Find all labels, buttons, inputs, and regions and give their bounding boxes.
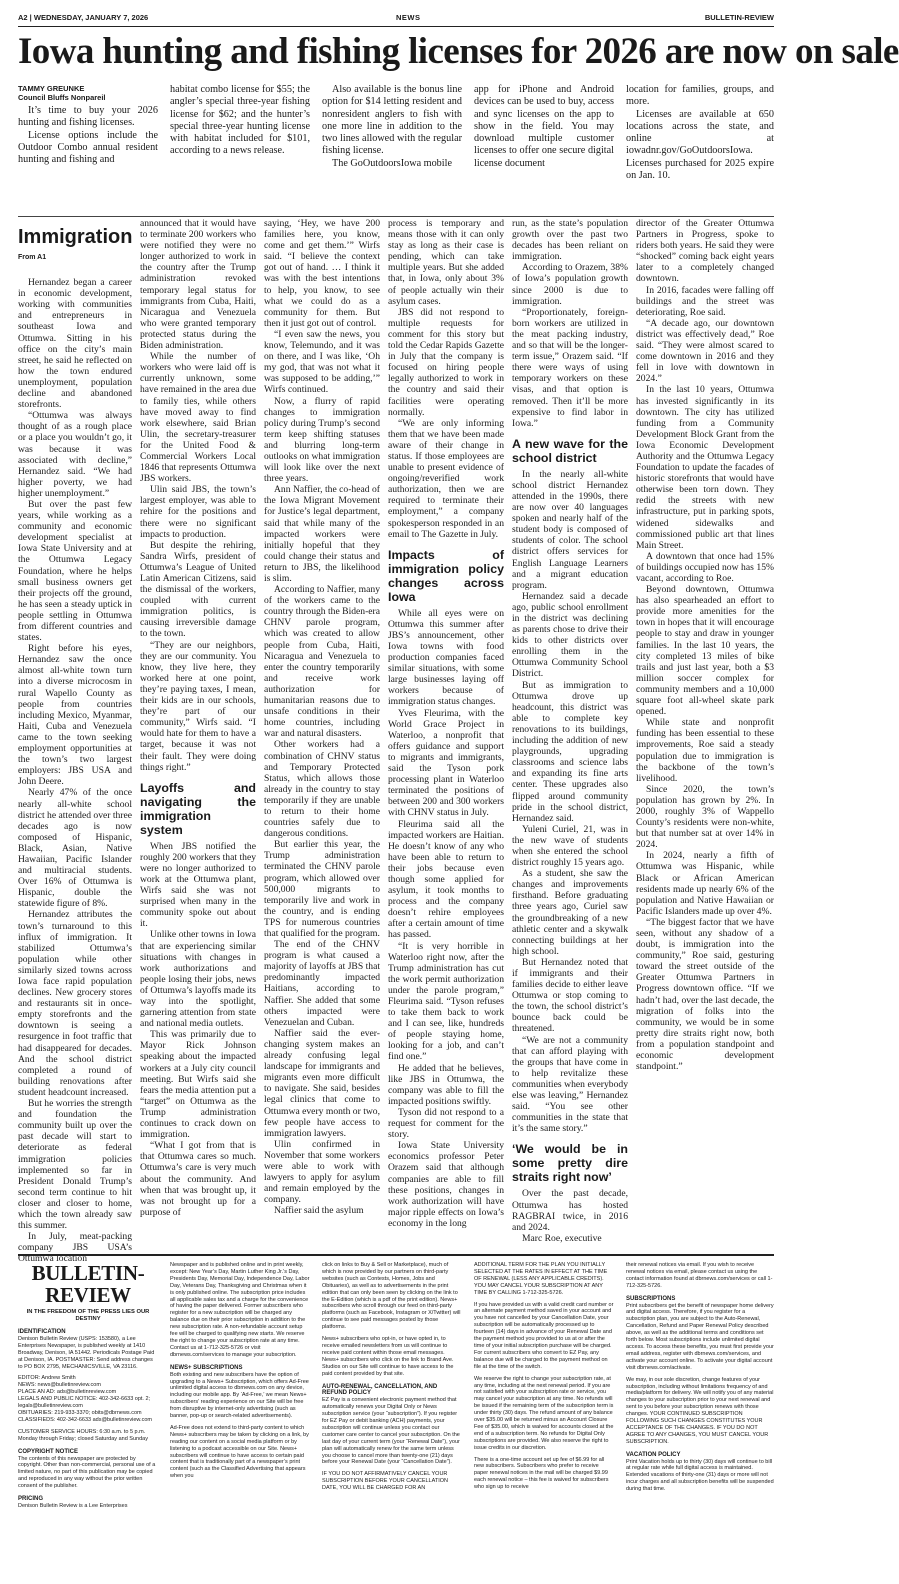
paragraph: License options include the Outdoor Combo annual resident hunting and fishing and (18, 129, 158, 166)
paragraph: We may, in our sole discretion, change features of your subscription, including without limitations frequency of and media/platform for delivery. We will notify you of any material changes to your subscription prior to your next renewal and sent to you before your subscription renews with those changes. YOUR CONTINUED SUBSCRIPTION FOLLOWING SUCH CHANGES CONSTITUTES YOUR ACCEPTANCE OF THE CHANGES. IF YOU DO NOT AGREE TO ANY CHANGES, YOU MUST CANCEL YOUR SUBSCRIPTION. (626, 1376, 774, 1445)
paragraph: This was primarily due to Mayor Rick Johnson speaking about the impacted workers at a July city council meeting. But Wirfs said she fears the media attention put a “target” on Ottumwa as the Trump administration continues to crack down on immigration. (140, 1029, 256, 1141)
paragraph: “The biggest factor that we have seen, without any shadow of a doubt, is immigration into the community,” Roe said, gesturing toward the street outside of the Greater Ottumwa Partners in Progress downtown office. “If we hadn’t had, over the last decade, the migration of folks into the community, we would be in some pretty dire straits right now, both from a population standpoint and economic development standpoint.” (636, 916, 774, 1073)
section-heading: PRICING (18, 1496, 44, 1503)
section-heading: NEWS+ SUBSCRIPTIONS (170, 1364, 243, 1371)
paragraph: Naffier said the ever-changing system makes an already confusing legal landscape for immigrants and migrants even more difficult to navigate. She said, besides legal clinics that come to Ottumwa every month or two, few people have access to immigration lawyers. (264, 1027, 380, 1139)
paragraph: When JBS notified the roughly 200 workers that they were no longer authorized to work at the Ottumwa plant, Wirfs said she was not surprised when many in the community spoke out about it. (140, 840, 256, 930)
section-heading: COPYRIGHT NOTICE (18, 1448, 79, 1455)
paragraph: location for families, groups, and more. (626, 84, 774, 108)
paragraph: “It is very horrible in Waterloo right now, after the Trump administration has cut the work permit authorization under the parole program,” Fleurima said. “Tyson refuses to take them back to work and I can see, like, hundreds of people staying home, looking for a job, and can’t find one.” (388, 940, 504, 1063)
footer-masthead (18, 1254, 774, 1574)
paragraph: Over the past decade, Ottumwa has hosted RAGBRAI twice, in 2016 and 2024. (512, 1188, 628, 1233)
paragraph: We reserve the right to change your subscription rate, at any time, including at the next renewal period. If you are not satisfied with your subscription rate or service, you may cancel your subscription at any time. No refunds will be issued if the remaining term of the subscription term is under thirty (30) days. The refund amount of any balance over $35.00 will be returned minus an Account Closure Fee of $35.00, which is waived for accounts closed at the end of a subscription term. No refunds for Digital Only subscriptions are provided. We also reserve the right to issue credits in our discretion. (474, 1375, 614, 1451)
masthead-logo: BULLETIN-REVIEW (31, 1261, 145, 1307)
paragraph: He added that he believes, like JBS in Ottumwa, the company was able to fill the impacted positions swiftly. (388, 1062, 504, 1107)
paragraph: process is temporary and means those with it can only stay as long as their case is pending, which can take multiple years. But she added that, in Iowa, only about 3% of people actually win their asylum cases. (388, 218, 504, 307)
paragraph: Denison Bulletin Review (USPS: 153580), a Lee Enterprises Newspaper, is published weekly at 1410 Broadway, Denison, IA 51442. Periodicals Postage Paid at Denison, IA. POSTMASTER: Send address changes to PO BOX 2795, MECHANICSVILLE, VA 23116. (18, 1335, 155, 1370)
paragraph: Ad-Free does not extend to third-party content to which News+ subscribers may be taken by clicking on a link, by reading our content on a social media platform or by listening to a podcast accessible on our Site. News+ subscribers will continue to have access to certain paid content that is traditionally part of a newspaper’s print content (such as the Classified Advertising that appears when you (170, 1424, 309, 1480)
contact-line: PLACE AN AD: ads@bulletinreview.com (18, 1389, 117, 1396)
contact-line: OBITUARIES: 219-933-3370; obits@dbrnews.com (18, 1409, 142, 1416)
paragraph: But over the past few years, while working as a community and economic development specialist at Iowa State University and at the Ottumwa Legacy Foundation, where he helps small business owners get their projects off the ground, he has seen a steady uptick in people settling in Ottumwa from different countries and states. (18, 498, 132, 644)
paragraph: Nearly 47% of the once nearly all-white school district he attended over three decades ago is now composed of Hispanic, Black, Asian, Native Hawaiian, Pacific Islander and multiracial students. Over 16% of Ottumwa is Hispanic, double the statewide figure of 8%. (18, 787, 133, 910)
subhead: A new wave for the school district (512, 436, 628, 465)
paragraph: “I even saw the news, you know, Telemundo, and it was on there, and I was like, ‘Oh my god, that was not what it was supposed to be adding,’” Wirfs continued. (264, 328, 380, 396)
paragraph: While all eyes were on Ottumwa this summer after JBS’s announcement, other Iowa towns with food production companies faced similar situations, with some large businesses laying off workers because of immigration status changes. (388, 607, 504, 708)
paragraph: As a student, she saw the changes and improvements firsthand. Before graduating three years ago, Curiel saw the groundbreaking of a new athletic center and a skywalk connecting buildings at her high school. (512, 868, 628, 957)
paragraph: “A decade ago, our downtown district was effectively dead,” Roe said. “They were almost scared to come downtown in 2016 and they fell in love with downtown in 2024.” (636, 317, 774, 385)
paragraph: But he worries the strength and foundation the community built up over the past decade will start to deteriorate as federal immigration policies implemented so far in President Donald Trump’s second term continue to hit closer and closer to home, which the town already saw this summer. (18, 1098, 132, 1232)
byline-org: Council Bluffs Nonpareil (18, 93, 106, 102)
headline: Iowa hunting and fishing licenses for 2026 are now on sale (18, 31, 899, 72)
paragraph: Newspaper and is published online and in print weekly, except: New Year’s Day, Martin Luther King Jr.’s Day, Presidents Day, Memorial Day, Independence Day, Labor Day, Veterans Day, Thanksgiving and Christmas when it is only published online. The subscription price includes all applicable sales tax and a charge for the convenience of having the paper delivered. Former subscribers who register for a new subscription will be charged any balance due on their prior subscription in addition to the new subscription rate. A non-refundable account setup fee will be charged to qualifying new starts. We reserve the right to change your subscription rate at any time. Contact us at 1-712-325-5726 or visit dbrnews.com/services to manage your subscription. (170, 1262, 310, 1358)
paragraph: Yves Fleurima, with the World Grace Project in Waterloo, a nonprofit that offers guidance and support to migrants and immigrants, said the Tyson pork processing plant in Waterloo terminated the positions of between 200 and 300 workers with CHNV status in July. (388, 707, 504, 819)
paragraph: director of the Greater Ottumwa Partners in Progress, spoke to riders both years. He said they were “shocked” coming back eight years later to a completely changed downtown. (636, 218, 774, 285)
paragraph: Print subscribers get the benefit of newspaper home delivery and digital access. Therefore, if you register for a subscription plan, you are subject to the Auto-Renewal, Cancellation, Refund and Paper Renewal Policy described above, as well as the additional terms and conditions set forth below. Most subscriptions include unlimited digital access. To access these benefits, you must first provide your email address, register with dbrnews.com/services, and activate your account online. To activate your digital account visit dbrnews.com/activate. (626, 1302, 774, 1371)
paragraph: Fleurima said all the impacted workers are Haitian. He doesn’t know of any who have been able to return to their jobs because even though some applied for asylum, it took months to process and the company doesn’t rehire employees after a certain amount of time has passed. (388, 818, 504, 941)
subhead: ‘We would be in some pretty dire straits right now’ (512, 1142, 628, 1185)
byline-author: TAMMY GREUNKE (18, 84, 85, 93)
paragraph: But Hernandez noted that if immigrants and their families decide to either leave Ottumwa or stop coming to the town, the school district’s bounce back could be threatened. (512, 956, 628, 1035)
paragraph: habitat combo license for $55; the angler’s special three-year fishing license for $62; and the hunter’s special three-year hunting license with habitat included for $101, according to a news release. (170, 84, 310, 157)
paragraph: Naffier said the asylum (274, 1205, 364, 1217)
paragraph: JBS did not respond to multiple requests for comment for this story but told the Cedar Rapids Gazette in July that the company is focused on hiring people legally authorized to work in the country and said their facilities were operating normally. (388, 306, 504, 418)
paragraph: EZ Pay is a convenient electronic payment method that automatically renews your Digital Only or News subscription service (your “subscription”). If you register for EZ Pay or debit banking (ACH) payments, your subscription will continue unless you contact our customer care center to cancel your subscription. On the last day of your current term (your “Renewal Date”), your plan will automatically renew for the same term unless you choose to cancel more than twenty-one (21) days before your Renewal Date (your “Cancellation Date”). (322, 1397, 460, 1466)
page-header (18, 10, 774, 27)
paragraph: Since 2020, the town’s population has grown by 2%. In 2000, roughly 3% of Wappello County’s residents were non-white, but that number sat at over 14% in 2024. (636, 783, 774, 851)
paragraph: “They are our neighbors, they are our community. You know, they live here, they worked here at one point, they’re paying taxes, I mean, their kids are in our schools, they’re part of our community,” Wirfs said. “I would hate for them to have a target, because it was not their fault. They were doing things right.” (140, 639, 256, 773)
paragraph: IF YOU DO NOT AFFIRMATIVELY CANCEL YOUR SUBSCRIPTION BEFORE YOUR CANCELLATION DATE, YOU WILL BE CHARGED FOR AN (322, 1471, 449, 1492)
paragraph: Iowa State University economics professor Peter Orazem said that although companies are able to fill these positions, changes in work authorization will have major ripple effects on Iowa’s economy in the long (388, 1140, 504, 1229)
section-heading: IDENTIFICATION (18, 1329, 66, 1335)
paragraph: CUSTOMER SERVICE HOURS: 6:30 a.m. to 5 p.m. Monday through Friday; closed Saturday and Sunday (18, 1428, 148, 1442)
contact-line: LEGALS AND PUBLIC NOTICE: 402-342-6633 opt. 2; legals@bulletinreview.com (18, 1396, 151, 1410)
paragraph: “Ottumwa was always thought of as a rough place or a place you wouldn’t go, it was because it was associated with decline,” Hernandez said. “We had higher poverty, we had higher unemployment.” (18, 410, 132, 499)
paragraph: Right before his eyes, Hernandez saw the once almost all-white town turn into a diverse microcosm in rural Wapello County as people from countries including Mexico, Myanmar, Haiti, Cuba and Venezuela came to the town seeking employment opportunities at the town’s two largest employers: JBS USA and John Deere. (18, 643, 132, 788)
paragraph: In 2016, facades were falling off buildings and the street was deteriorating, Roe said. (636, 284, 774, 318)
divider (18, 216, 774, 217)
contact-line: CLASSIFIEDS: 402-342-6633 ads@bulletinreview.com (18, 1416, 152, 1423)
paragraph: click on links to Buy & Sell or Marketplace), much of which is now provided by our partners on third-party websites (such as Contests, Homes, Jobs and Obituaries), as well as to advertisements in the print edition that can only been seen by clicking on the link to the E-Edition (which is a pdf of the print edition). News+ subscribers who scroll through our feed on third-party platforms (such as Facebook, Instagram or X/Twitter) will continue to see paid messages posted by those platforms. (322, 1262, 461, 1331)
page-number-date: A2 | WEDNESDAY, JANUARY 7, 2026 (18, 13, 149, 22)
paragraph: News+ subscribers who opt-in, or have opted in, to receive emailed newsletters from us will continue to receive paid content within those email messages. News+ subscribers who click on the link to Brand Ave. Studios on our Site will continue to have access to the paid content provided by that site. (322, 1336, 454, 1377)
paragraph: But earlier this year, the Trump administration terminated the CHNV parole program, which allowed over 500,000 migrants to temporarily live and work in the country, and is ending TPS for numerous countries that qualified for the program. (264, 839, 380, 939)
paragraph: It’s time to buy your 2026 hunting and fishing licenses. (18, 105, 158, 129)
paragraph: “We are not a community that can afford playing with the groups that have come in to help revitalize these communities when everybody else was leaving,” Hernandez said. “You see other communities in the state that it’s the same story.” (512, 1034, 628, 1135)
paragraph: Marc Roe, executive (522, 1232, 602, 1244)
paragraph: “What I got from that is that Ottumwa cares so much. Ottumwa’s care is very much about the community. And when that was brought up, it was not brought up for a purpose of (140, 1140, 256, 1218)
subhead: Impacts of immigration policy changes across Iowa (388, 547, 504, 604)
paragraph: Both existing and new subscribers have the option of upgrading to a News+ Subscription, which offers Ad-Free unlimited digital access to dbrnews.com on any device, including our mobile app. By ‘Ad-Free,’ we mean News+ subscribers’ reading experience on our Site will be free from disruptive by internet-only advertising (such as banner, pop-up or search-related advertisements). (170, 1371, 309, 1420)
paragraph: saying, ‘Hey, we have 200 families here, you know, come and get them.’” Wirfs said. “I believe the context got out of hand. … I think it was with the best intentions to help, you know, to see what we could do as a community for them. But then it just got out of control. (264, 218, 380, 329)
section-label: NEWS (396, 13, 421, 22)
paragraph: In July, meat-packing company JBS USA’s Ottumwa location (18, 1231, 132, 1265)
paragraph: Hernandez attributes the town’s turnaround to this influx of immigration. It stabilized Ottumwa’s population while other similarly sized towns across Iowa face rapid population declines. New grocery stores and restaurants sit in once-empty storefronts and the downtown is seeing a resurgence in foot traffic that had disappeared for decades. And the school district completed a round of building renovations after student headcount increased. (18, 909, 132, 1098)
contact-line: NEWS: news@bulletinreview.com (18, 1382, 101, 1389)
paragraph: While the number of workers who were laid off is currently unknown, some have remained in the area due to family ties, while others have moved away to find work elsewhere, said Brian Ulin, the secretary-treasurer for the United Food & Commercial Workers Local 1846 that represents Ottumwa JBS workers. (140, 351, 256, 485)
paragraph: According to Naffier, many of the workers came to the country through the Biden-era CHNV parole program, which was created to allow people from Cuba, Haiti, Nicaragua and Venezuela to enter the country temporarily and receive work authorization for humanitarian reasons due to unsafe conditions in their home countries, including war and natural disasters. (264, 584, 380, 740)
paragraph: Hernandez began a career in economic development, working with communities and entrepreneurs in southeast Iowa and Ottumwa. Sitting in his office on the city’s main street, he said he reflected on how the town endured unemployment, population decline and abandoned storefronts. (18, 277, 132, 411)
paragraph: announced that it would have to terminate 200 workers who were notified they were no longer authorized to work in the country after the Trump administration revoked temporary legal status for immigrants from Cuba, Haiti, Nicaragua and Venezuela who were granted temporary protected status during the Biden administration. (140, 218, 256, 352)
immigration-story (18, 218, 774, 1265)
paragraph: A downtown that once had 15% of buildings occupied now has 15% vacant, according to Roe. (636, 550, 774, 584)
paragraph: Other workers had a combination of CHNV status and Temporary Protected Status, which allows those already in the country to stay temporarily if they are unable to return to their home countries safely due to dangerous conditions. (264, 739, 380, 840)
paragraph: Licenses are available at 650 locations across the state, and online at iowadnr.gov/GoOutdoorsIowa. Licenses purchased for 2025 expire on Jan. 10. (626, 108, 774, 182)
section-heading: AUTO-RENEWAL, CANCELLATION, AND REFUND POLICY (322, 1383, 438, 1397)
paragraph: In 2024, nearly a fifth of Ottumwa was Hispanic, while Black or African American residents made up nearly 6% of the population and Native Hawaiian or Pacific Islanders made up over 4%. (636, 850, 774, 917)
paper-name: BULLETIN-REVIEW (704, 13, 774, 22)
jump-line: From A1 (18, 254, 47, 261)
paragraph: But as immigration to Ottumwa drove up headcount, this district was able to complete key renovations to its buildings, including the addition of new playgrounds, upgrading classrooms and science labs and expanding its fine arts center. These upgrades also flipped around community pride in the school district, Hernandez said. (512, 679, 628, 824)
paragraph: “Proportionately, foreign-born workers are utilized in the meat packing industry, and so that will be the longer-term issue,” Orazem said. “If there were ways of using temporary workers on these visas, and that option is removed. Then it’ll be more expensive to find labor in Iowa.” (512, 306, 628, 429)
paragraph: Also available is the bonus line option for $14 letting resident and nonresident anglers to fish with one more line in addition to the two lines allowed with the regular fishing license. (322, 84, 462, 157)
paragraph: Print Vacation holds up to thirty (30) days will continue to bill at regular rate while full digital access is maintained. Extended vacations of thirty-one (31) days or more will not incur charges and all subscription benefits will be suspended during that time. (626, 1458, 774, 1493)
contact-line: EDITOR: Andrew Smith (18, 1375, 76, 1382)
paragraph: In the nearly all-white school district Hernandez attended in the 1990s, there are now over 40 languages spoken and nearly half of the student body is composed of students of color. The school district offers services for English Language Learners and a migrant education program. (512, 468, 628, 591)
paragraph: The GoOutdoorsIowa mobile (332, 157, 452, 169)
paragraph: The contents of this newspaper are protected by copyright. Other than non-commercial, personal use of a limited nature, no part of this publication may be copied and reproduced in any way without the prior written consent of the publisher. (18, 1455, 156, 1490)
paragraph: There is a one-time account set up fee of $6.99 for all new subscribers. Subscribers who prefer to receive paper renewal notices in the mail will be charged $9.99 each renewal notice – this fee is waived for subscribers who sign up to receive (474, 1456, 609, 1491)
paragraph: In the last 10 years, Ottumwa has invested significantly in its downtown. The city has utilized funding from a Community Development Block Grant from the Iowa Economic Development Authority and the Ottumwa Legacy Foundation to update the facades of historic storefronts that would have otherwise been torn down. They redid the streets with new infrastructure, put in parking spots, widened sidewalks and commissioned public art that lines Main Street. (636, 384, 774, 551)
paragraph: Unlike other towns in Iowa that are experiencing similar situations with changes in work authorizations and people losing their jobs, news of Ottumwa’s layoffs made its way into the spotlight, garnering attention from state and national media outlets. (140, 929, 256, 1030)
section-heading: SUBSCRIPTIONS (626, 1295, 676, 1302)
paragraph: But despite the rehiring, Sandra Wirfs, president of Ottumwa’s League of United Latin American Citizens, said the dismissal of the workers, coupled with current immigration politics, is causing irreversible damage to the town. (140, 539, 256, 640)
subhead: Layoffs and navigating the immigration system (140, 780, 256, 837)
paragraph: run, as the state’s population growth over the past two decades has been reliant on immigration. (512, 218, 628, 263)
top-story (18, 84, 774, 212)
paragraph: While state and nonprofit funding has been essential to these improvements, Roe said a steady population due to immigration is the backbone of the town’s livelihood. (636, 717, 774, 784)
paragraph: ADDITIONAL TERM FOR THE PLAN YOU INITIALLY SELECTED AT THE RATES IN EFFECT AT THE TIME OF RENEWAL (LESS ANY APPLICABLE CREDITS). YOU MAY CANCEL YOUR SUBSCRIPTION AT ANY TIME BY CALLING 1-712-325-5726. (474, 1262, 608, 1296)
paragraph: their renewal notices via email. If you wish to receive renewal notices via email, please contact us using the contact information found at dbrnews.com/services or call 1-712-325-5726. (626, 1262, 773, 1289)
paragraph: Yuleni Curiel, 21, was in the new wave of students when she entered the school district roughly 15 years ago. (512, 823, 628, 869)
paragraph: Now, a flurry of rapid changes to immigration policy during Trump’s second term keep shifting statuses and blurring long-term outlooks on what immigration will look like over the next three years. (264, 395, 380, 485)
paragraph: If you have provided us with a valid credit card number or an alternate payment method saved in your account and you have not cancelled by your Cancellation Date, your subscription will be automatically processed up to fourteen (14) days in advance of your Renewal Date and the payment method you provided to us at or after the time of your initial subscription purchase will be charged. For current subscribers who convert to EZ Pay, any balance due will be charged to the payment method on file at the time of the switch. (474, 1301, 614, 1370)
paragraph: According to Orazem, 38% of Iowa’s population growth since 2000 is due to immigration. (512, 262, 628, 307)
paragraph: Ann Naffier, the co-head of the Iowa Migrant Movement for Justice’s legal department, said that while many of the impacted workers were initially hopeful that they could change their status and return to JBS, the likelihood is slim. (264, 484, 380, 584)
paragraph: Beyond downtown, Ottumwa has also spearheaded an effort to provide more amenities for the town in hopes that it will encourage people to stay and draw in younger families. In the last 10 years, the city completed 13 miles of bike trails and just last year, both a $3 million soccer complex for community members and a 10,000 square foot all-wheel skate park opened. (636, 584, 774, 718)
paragraph: Tyson did not respond to a request for comment for the story. (388, 1106, 504, 1141)
section-heading: VACATION POLICY (626, 1451, 681, 1458)
paragraph: Hernandez said a decade ago, public school enrollment in the district was declining as parents chose to drive their kids to other districts over enrolling them in the Ottumwa Community School District. (512, 590, 628, 680)
paragraph: The end of the CHNV program is what caused a majority of layoffs at JBS that predominantly impacted Haitians, according to Naffier. She added that some others impacted were Venezuelan and Cuban. (264, 939, 380, 1028)
motto: IN THE FREEDOM OF THE PRESS LIES OUR DESTINY (26, 1309, 150, 1322)
paragraph: “We are only informing them that we have been made aware of their change in status. If those employees are unable to present evidence of ongoing/reverified work authorization, then we are required to terminate their employment,” a company spokesperson responded in an email to The Gazette in July. (388, 417, 504, 540)
paragraph: Ulin said JBS, the town’s largest employer, was able to rehire for the positions and there were no significant impacts to production. (140, 484, 256, 540)
paragraph: Ulin confirmed in November that some workers were able to work with lawyers to apply for asylum and remain employed by the company. (264, 1138, 380, 1206)
story-kicker: Immigration (18, 226, 133, 248)
paragraph: Denison Bulletin Review is a Lee Enterprises (18, 1502, 128, 1509)
paragraph: app for iPhone and Android devices can be used to buy, access and sync licenses on the app to show in the field. You may download multiple customer licenses to offer one secure digital license document (474, 84, 614, 169)
